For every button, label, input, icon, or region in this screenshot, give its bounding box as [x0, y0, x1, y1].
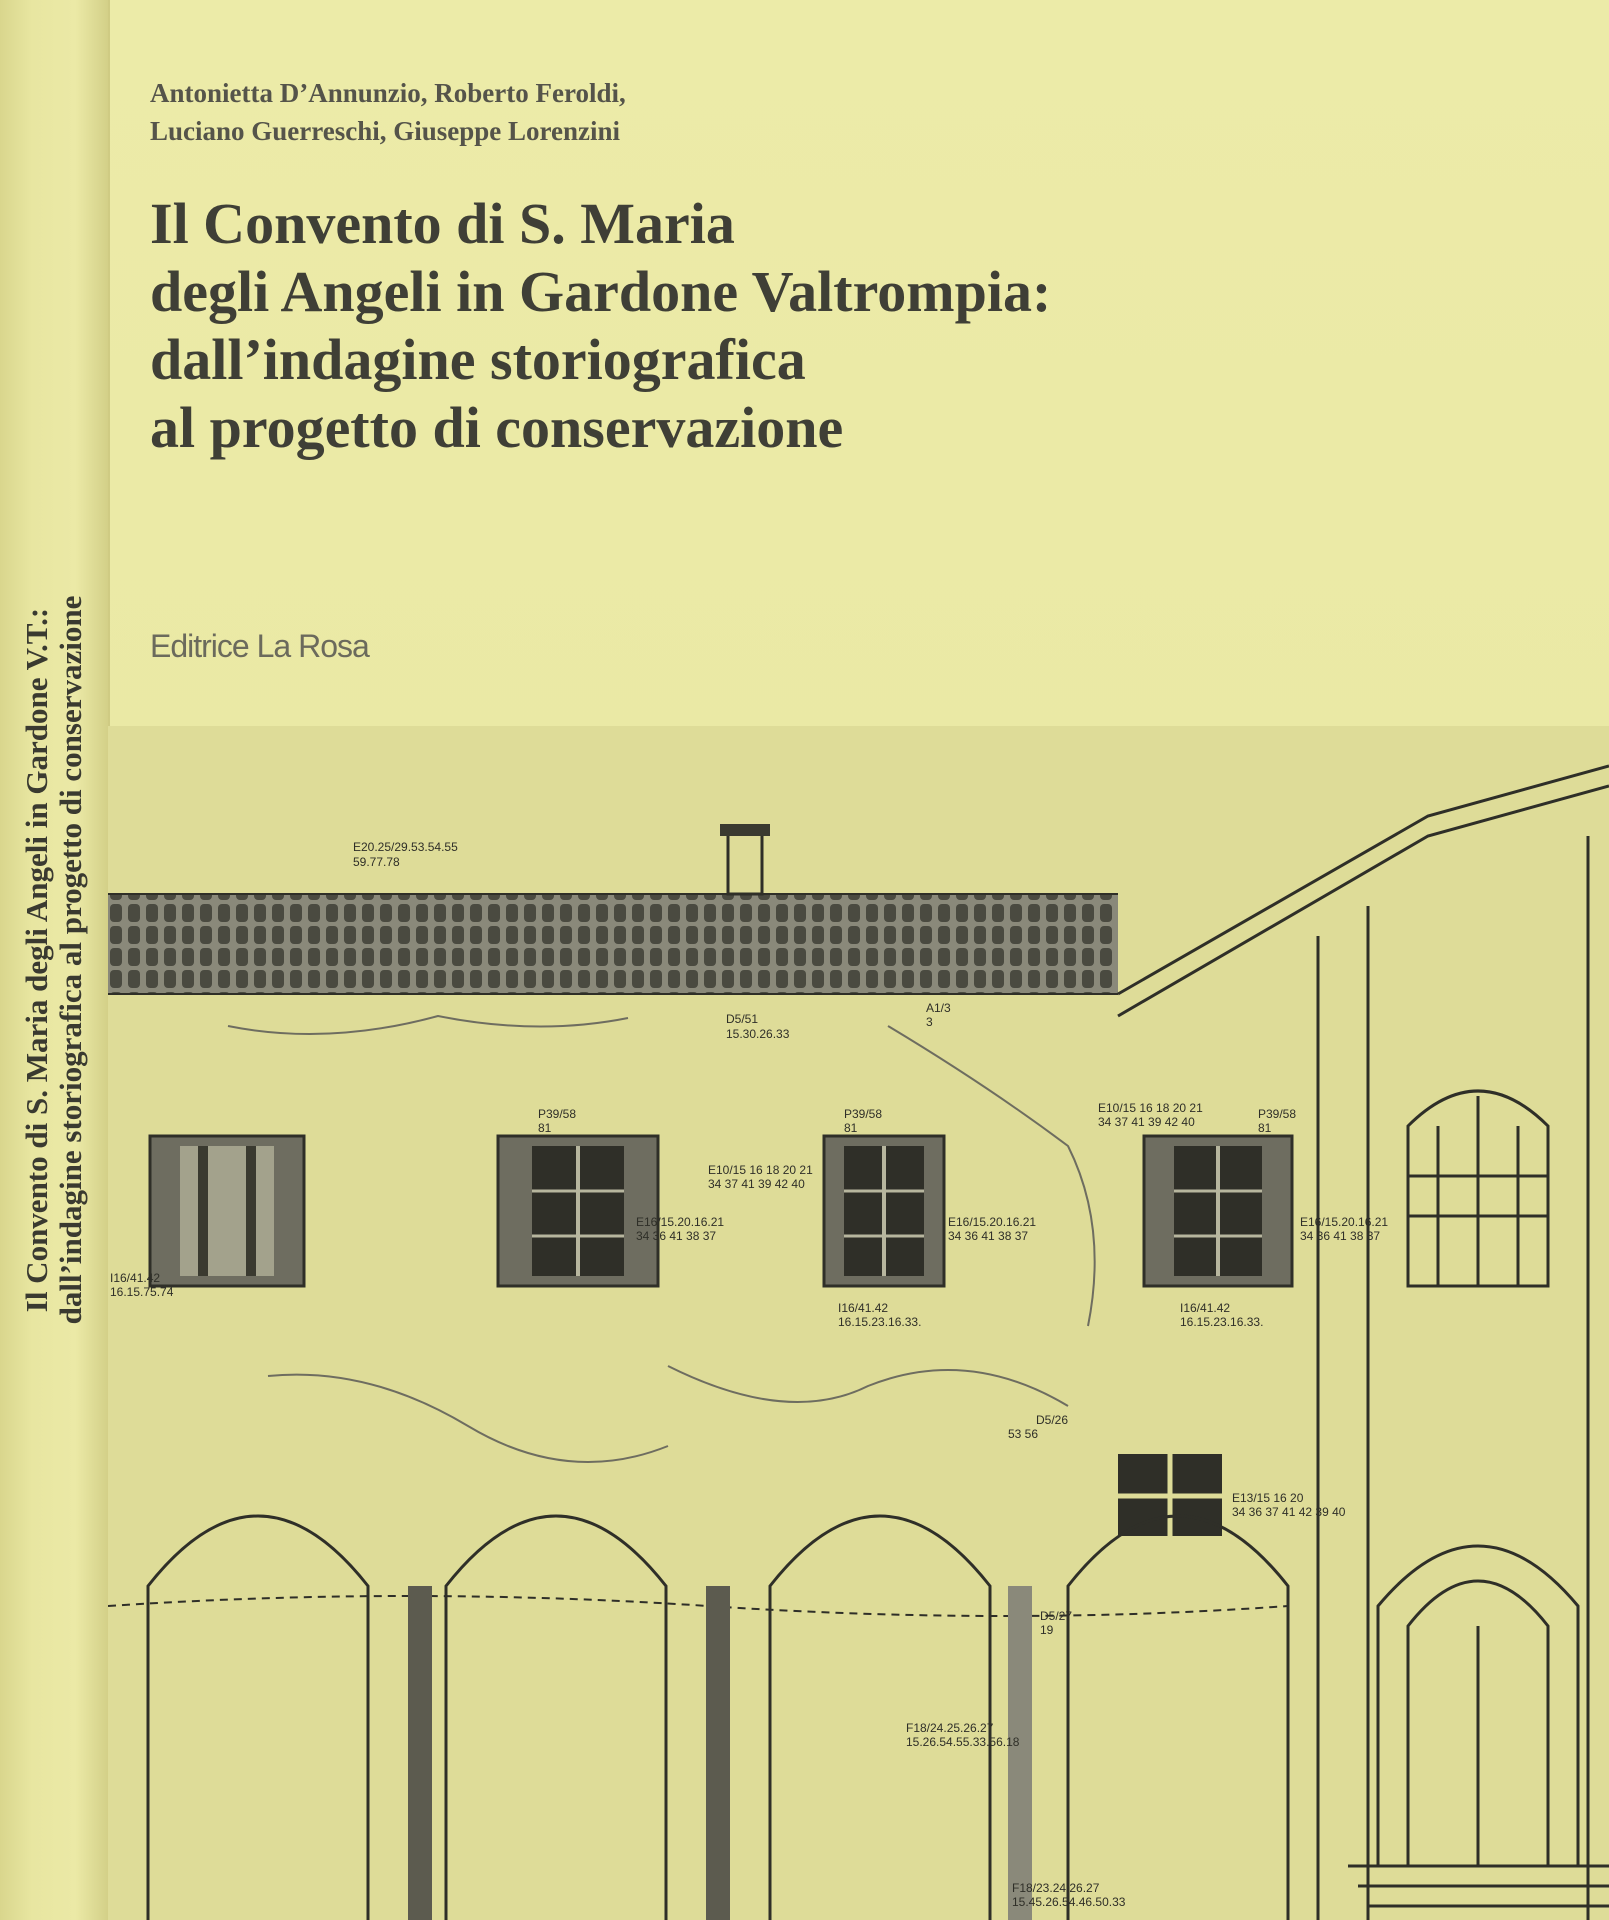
- label-p39-58-c-num: 81: [1258, 1121, 1272, 1135]
- title-line-4: al progetto di conservazione: [150, 395, 844, 460]
- label-p39-58-b-num: 81: [844, 1121, 858, 1135]
- label-i16-b: I16/41.42: [1180, 1301, 1231, 1315]
- title-line-1: Il Convento di S. Maria: [150, 191, 735, 256]
- chimney: [720, 824, 770, 894]
- label-e10-b: E10/15 16 18 20 21: [1098, 1101, 1203, 1115]
- small-window: [1118, 1454, 1222, 1536]
- label-d5-51-nums: 15.30.26.33: [726, 1027, 790, 1041]
- label-i16: I16/41.42: [838, 1301, 889, 1315]
- label-f18-b: F18/23.24.26.27: [1012, 1881, 1100, 1895]
- label-p39-58-b: P39/58: [844, 1107, 883, 1121]
- label-d5-26-nums: 53 56: [1008, 1427, 1039, 1441]
- label-e16-c: E16/15.20.16.21: [1300, 1215, 1389, 1229]
- label-e10-nums: 34 37 41 39 42 40: [708, 1177, 805, 1191]
- architectural-elevation-drawing: [108, 726, 1609, 1920]
- label-a1-3: A1/3: [926, 1001, 951, 1015]
- label-d5-26: D5/26: [1036, 1413, 1069, 1427]
- label-e16-c-nums: 34 36 41 38 37: [1300, 1229, 1381, 1243]
- label-e13: E13/15 16 20: [1232, 1491, 1304, 1505]
- roof-tiles: [108, 894, 1118, 994]
- label-a1-3-num: 3: [926, 1015, 933, 1029]
- label-i16-b-nums: 16.15.23.16.33.: [1180, 1315, 1264, 1329]
- label-f18-a: F18/24.25.26.27: [906, 1721, 994, 1735]
- window-1: [150, 1136, 304, 1286]
- book-title: [150, 190, 1051, 462]
- spine-title-line-2: dall’indagine storiografica al progetto di conservazione: [53, 595, 88, 1325]
- label-e16-b: E16/15.20.16.21: [948, 1215, 1037, 1229]
- label-p39-58-num: 81: [538, 1121, 552, 1135]
- label-e10: E10/15 16 18 20 21: [708, 1163, 813, 1177]
- book-spine: [0, 0, 110, 1920]
- label-d5-51: D5/51: [726, 1012, 759, 1026]
- elevation-svg: [108, 726, 1609, 1920]
- label-e10-b-nums: 34 37 41 39 42 40: [1098, 1115, 1195, 1129]
- title-line-2: degli Angeli in Gardone Valtrompia:: [150, 259, 1052, 324]
- window-3: [824, 1136, 944, 1286]
- arcade: [108, 1516, 1288, 1920]
- label-p39-58-c: P39/58: [1258, 1107, 1297, 1121]
- label-d5-27-num: 19: [1040, 1623, 1054, 1637]
- label-f18-b-nums: 15.45.26.54.46.50.33: [1012, 1895, 1126, 1909]
- publisher-name: Editrice La Rosa: [150, 628, 369, 664]
- piers: [408, 1586, 1032, 1920]
- label-i16-nums: 16.15.23.16.33.: [838, 1315, 922, 1329]
- label-e16-nums: 34 36 41 38 37: [636, 1229, 717, 1243]
- authors-line-2: Luciano Guerreschi, Giuseppe Lorenzini: [150, 116, 621, 146]
- label-f18-a-nums: 15.26.54.55.33.56.18: [906, 1735, 1020, 1749]
- label-e16-b-nums: 34 36 41 38 37: [948, 1229, 1029, 1243]
- side-building: [1118, 766, 1609, 1920]
- label-i16-left: I16/41.42: [110, 1271, 161, 1285]
- authors-line-1: Antonietta D’Annunzio, Roberto Feroldi,: [150, 78, 626, 108]
- label-p39-58: P39/58: [538, 1107, 577, 1121]
- window-2: [498, 1136, 658, 1286]
- spine-title: [20, 596, 88, 1325]
- authors: [150, 74, 626, 150]
- spine-title-line-1: Il Convento di S. Maria degli Angeli in Gardone V.T.:: [19, 607, 54, 1313]
- label-e16: E16/15.20.16.21: [636, 1215, 725, 1229]
- label-roof-ref: E20.25/29.53.54.55: [353, 840, 458, 854]
- window-4: [1144, 1136, 1292, 1286]
- label-d5-27: D5/27: [1040, 1609, 1073, 1623]
- label-i16-left-nums: 16.15.75.74: [110, 1285, 174, 1299]
- label-roof-ref-2: 59.77.78: [353, 855, 400, 869]
- label-e13-nums: 34 36 37 41 42 39 40: [1232, 1505, 1346, 1519]
- title-line-3: dall’indagine storiografica: [150, 327, 806, 392]
